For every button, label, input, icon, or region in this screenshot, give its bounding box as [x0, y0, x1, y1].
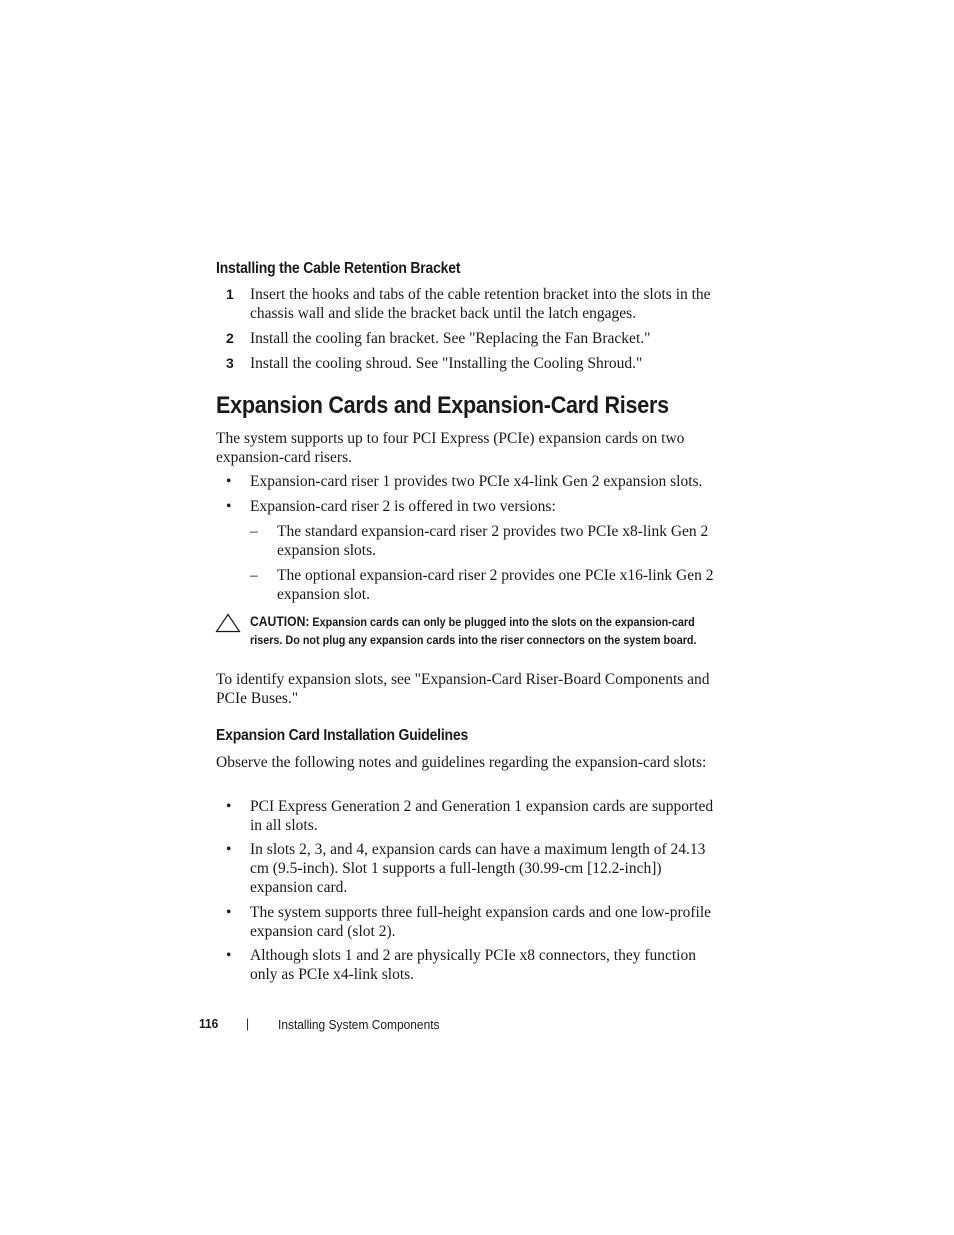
guidelines-intro: Observe the following notes and guidelines regarding the expansion-card slots:	[216, 754, 707, 771]
footer-chapter-title: Installing System Components	[278, 1017, 440, 1032]
caution-note	[250, 613, 709, 649]
caution-icon	[215, 613, 241, 633]
bullet-marker: •	[226, 947, 232, 964]
step-text: Install the cooling shroud. See "Installing the Cooling Shroud."	[250, 355, 643, 372]
bullet-marker: •	[226, 473, 232, 490]
footer-separator: |	[246, 1016, 250, 1031]
list-item: Although slots 1 and 2 are physically PCIe x8 connectors, they function only as PCIe x4-link slots.	[250, 947, 696, 983]
bullet-marker: •	[226, 798, 232, 815]
list-item: In slots 2, 3, and 4, expansion cards can have a maximum length of 24.13 cm (9.5-inch). Slot 1 supports a full-length (30.99-cm [12.2-inch]) expansion card.	[250, 841, 706, 896]
section-heading-cable-retention: Installing the Cable Retention Bracket	[216, 260, 461, 277]
sub-list-item: The standard expansion-card riser 2 provides two PCIe x8-link Gen 2 expansion slots.	[277, 523, 709, 559]
list-item: Expansion-card riser 1 provides two PCIe x4-link Gen 2 expansion slots.	[250, 473, 703, 490]
bullet-marker: •	[226, 841, 232, 858]
intro-paragraph: The system supports up to four PCI Express (PCIe) expansion cards on two expansion-card risers.	[216, 430, 685, 466]
sub-list-item: The optional expansion-card riser 2 provides one PCIe x16-link Gen 2 expansion slot.	[277, 567, 714, 603]
list-item: The system supports three full-height expansion cards and one low-profile expansion card (slot 2).	[250, 904, 712, 940]
step-number: 3	[226, 355, 234, 371]
page-number: 116	[199, 1016, 219, 1031]
dash-marker: –	[250, 523, 258, 540]
list-item: Expansion-card riser 2 is offered in two versions:	[250, 498, 556, 515]
step-number: 1	[226, 286, 234, 302]
bullet-marker: •	[226, 904, 232, 921]
caution-label: CAUTION:	[250, 614, 310, 629]
section-heading-installation-guidelines: Expansion Card Installation Guidelines	[216, 727, 469, 744]
list-item: PCI Express Generation 2 and Generation 1 expansion cards are supported in all slots.	[250, 798, 714, 834]
section-heading-expansion-cards: Expansion Cards and Expansion-Card Risers	[216, 392, 669, 419]
dash-marker: –	[250, 567, 258, 584]
identify-paragraph: To identify expansion slots, see "Expansion-Card Riser-Board Components and PCIe Buses."	[216, 671, 710, 707]
step-text: Install the cooling fan bracket. See "Replacing the Fan Bracket."	[250, 330, 651, 347]
bullet-marker: •	[226, 498, 232, 515]
step-text: Insert the hooks and tabs of the cable retention bracket into the slots in the chassis wall and slide the bracket back until the latch engages.	[250, 286, 711, 322]
caution-text: Expansion cards can only be plugged into the slots on the expansion-card risers. Do not plug any expansion cards into the riser connectors on the system board.	[250, 615, 697, 647]
step-number: 2	[226, 330, 234, 346]
